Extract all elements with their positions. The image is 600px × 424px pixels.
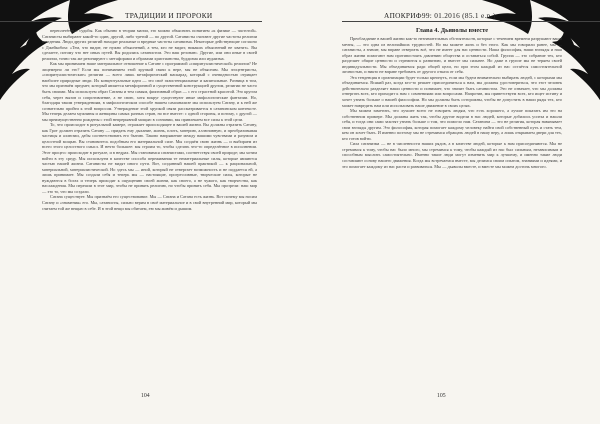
running-head: АПОКРИФ99: 01.2016 (85.1 e.n.) (384, 11, 496, 20)
paragraph: Преобладание в вашей жизни как-то незначительных обстоятельств, которые с течением времени разрушают ваши мечты, — это одна из величайших трудностей. Но вы можете жить и без этого. Как мы говорили ранее, мы — сатанисты, а значит, мы вправе отвергать всё, что не имеет для нас ценности. Наша философия, наши взгляды и наш образ жизни помогают нам противостоять давлению общества и оставаться собой. Группа — это собрание тех, кто разделяет общие ценности и стремится к развитию, и вместе мы сильнее. Но даже в группе мы не теряем своей индивидуальности. Мы объединяемся ради общей цели, но при этом каждый из нас остаётся самостоятельной личностью, и никто не вправе требовать от другого отказа от себя. (342, 36, 562, 75)
chapter-title: Глава 4. Дьяволы вместе (415, 27, 489, 34)
paragraph: Эта тенденция в организации будет только крепнуть, если мы будем внимательно выбирать людей, с которыми мы объединяемся. Всякий раз, когда кто-то решает присоединиться к нам, мы должны удостовериться, что этот человек действительно разделяет наши ценности и понимает, что значит быть сатанистом. Это не означает, что мы должны отвергать всех, кто приходит к нам с сомнениями или вопросами. Напротив, мы приветствуем всех, кто ищет истину и хочет узнать больше о нашей философии. Но мы должны быть осторожны, чтобы не допустить в наши ряды тех, кто может навредить нам или использовать наше движение в своих целях. (342, 74, 562, 108)
paragraph: Сила сатанизма — не в численности наших рядов, а в качестве людей, которые к нам присоединяются. Мы не стремимся к тому, чтобы нас было много, мы стремимся к тому, чтобы каждый из нас был сильным, независимым и способным мыслить самостоятельно. Именно такие люди могут изменить мир к лучшему, и именно такие люди составляют основу нашего движения. Когда мы встречаемся вместе, мы делимся своим опытом, знаниями и идеями, и это помогает каждому из нас расти и развиваться. Мы — дьяволы вместе, и вместе мы можем достичь многого. (342, 141, 562, 169)
right-page (300, 0, 600, 424)
paragraph: То, что происходит в ритуальной камере, отражает происходящее в вашей жизни. Вы должны отразить Сатану, как Грот должен отразить Сатану — придать ему дыхание, жизнь, плоть, материю, аллюзивную, и преобразовывая частицы и аллюзии, дабы соответствовать его бытию. Таково напряжение между вашими чувствами и разумом и целостной мощью. Вы становитесь подобным его материальной силе. Мы создаём свою жизнь — и выбираем из всего этого целостного смысл. И нечто большее: мы строим то, чтобы сделать что-то определённое в исполнении. Этот процесс происходит в ритуале, и в недрах. Мы становимся сатанистами, соответствуя своей природе; мы хотим войти в эту среду. Мы используем в качестве способа переживания те нематериальные силы, которые являются частью нашей жизни. Сатанисты не видят иного пути. Вот, созданный нашей практикой — к рациональной, материальной, материалистической. Но здесь мы — иной, который не отвергает возможность и не поддается ей, а лишь принимает. Мы создали себя и теперь мы — настоящие, прогрессивные, творческие силы, которые не нуждаются в богах и теперь приходят к ощущению своей жизни, как своего, а не чужого, как творчества, как наслаждения. Мы перешли в этот мир, чтобы не принять религию, но чтобы принять себя. Мы прозрели: наш мир — это то, что мы создали. (42, 122, 257, 194)
header-rule (342, 21, 600, 22)
paragraph: Мы можем заметить, что лучшее всего не говорить людям, что есть хорошего, а лучше показать им это на собственном примере. Мы должны жить так, чтобы другие видели в нас людей, которые добились успеха и нашли себя, и тогда они сами захотят узнать больше о том, что помогло нам. Сатанизм — это не религия, которая навязывает свои взгляды другим. Это философия, которая помогает каждому человеку найти свой собственный путь и стать тем, кем он хочет быть. И именно поэтому мы не стремимся обращать людей в нашу веру, а лишь открываем двери для тех, кто готов войти. (342, 108, 562, 141)
paragraph: переплетённые судьбы. Как обычно в теории магии, это можно объяснить понятием «к физике — частотой». Сатанисты выбирают какой-то один, другой, либо третий — по другой. Сатанисты считают другие частоты религии и ведения. Люди других религий находят реальные и вредные частоты сатанизма. Некоторые действующие согласно с Джейкобом: «Тем, что видит, не нужно объяснений, а тем, кто не видит, никаких объяснений не хватит». Вы сделаете, потому что нет иных путей. Вы родились сатанистом. Это ваш резонанс. Другие, или они иные в своей религии, точно так же резонируют с метафорами и образами христианства, буддизма или иудаизма. (42, 28, 257, 61)
body-text (42, 28, 257, 380)
paragraph: Как мы принимаем наше материальное отношение к Сатане с программой «спиритуалистической» религии? Не лицемерно ли это? Если мы пониманием этой хрупкой связи к вере, мы не объясним. Мы эгоцентристы, «спиритуалистические» религии — всего лишь метафорический маскарад, который с очевидностью отрицает наиболее природные люди. Их концептуальные идеи — это своё экзистенциальные и капитальные. Разница в том, что мы признаём предмет, который является метафоричной и существенной конструкцией другим, религии не часто быть своими. Мы используем образ Сатаны и тем самым, фиктивный образ — с его страстной красотой. Это кругом себя, через вызов и сопротивление, а не свою, хотя вокруг существуют иные мифологические фантазии. Но, благодаря таким утверждениям, в мифологическом способе нашем самоанализе мы используем Сатану, и к ней же сознательно пройти к этой вопросом. Утверждение этой хрупкой связи рассматривается в сатанинском контексте. Мы теперь делаем мужчины и женщины самых разных стран, но все вместе: с одной стороны, и потому, с другой — мы преимущественно рождены с этой непрерывной мощью в сознании, мы привлекаем все силы к этой цели. (42, 61, 257, 122)
page-number: 104 (141, 393, 150, 399)
running-head: ТРАДИЦИИ И ПРОРОКИ (125, 11, 213, 20)
paragraph: Сатана существует. Мы признаём его существование. Мы — Сатана и Сатана есть жизнь. Вот почему мы носим Сатану и «знамения» его. Мы, сатанисты, сильно верим в своё материальное и в свой внутренний мир, который мы считаем той же вещью в себе. И в этой вещи мы обитаем, ею мы живём и дышим. (42, 194, 257, 211)
page-number: 105 (437, 393, 446, 399)
header-rule (0, 21, 262, 22)
body-text (342, 36, 562, 378)
